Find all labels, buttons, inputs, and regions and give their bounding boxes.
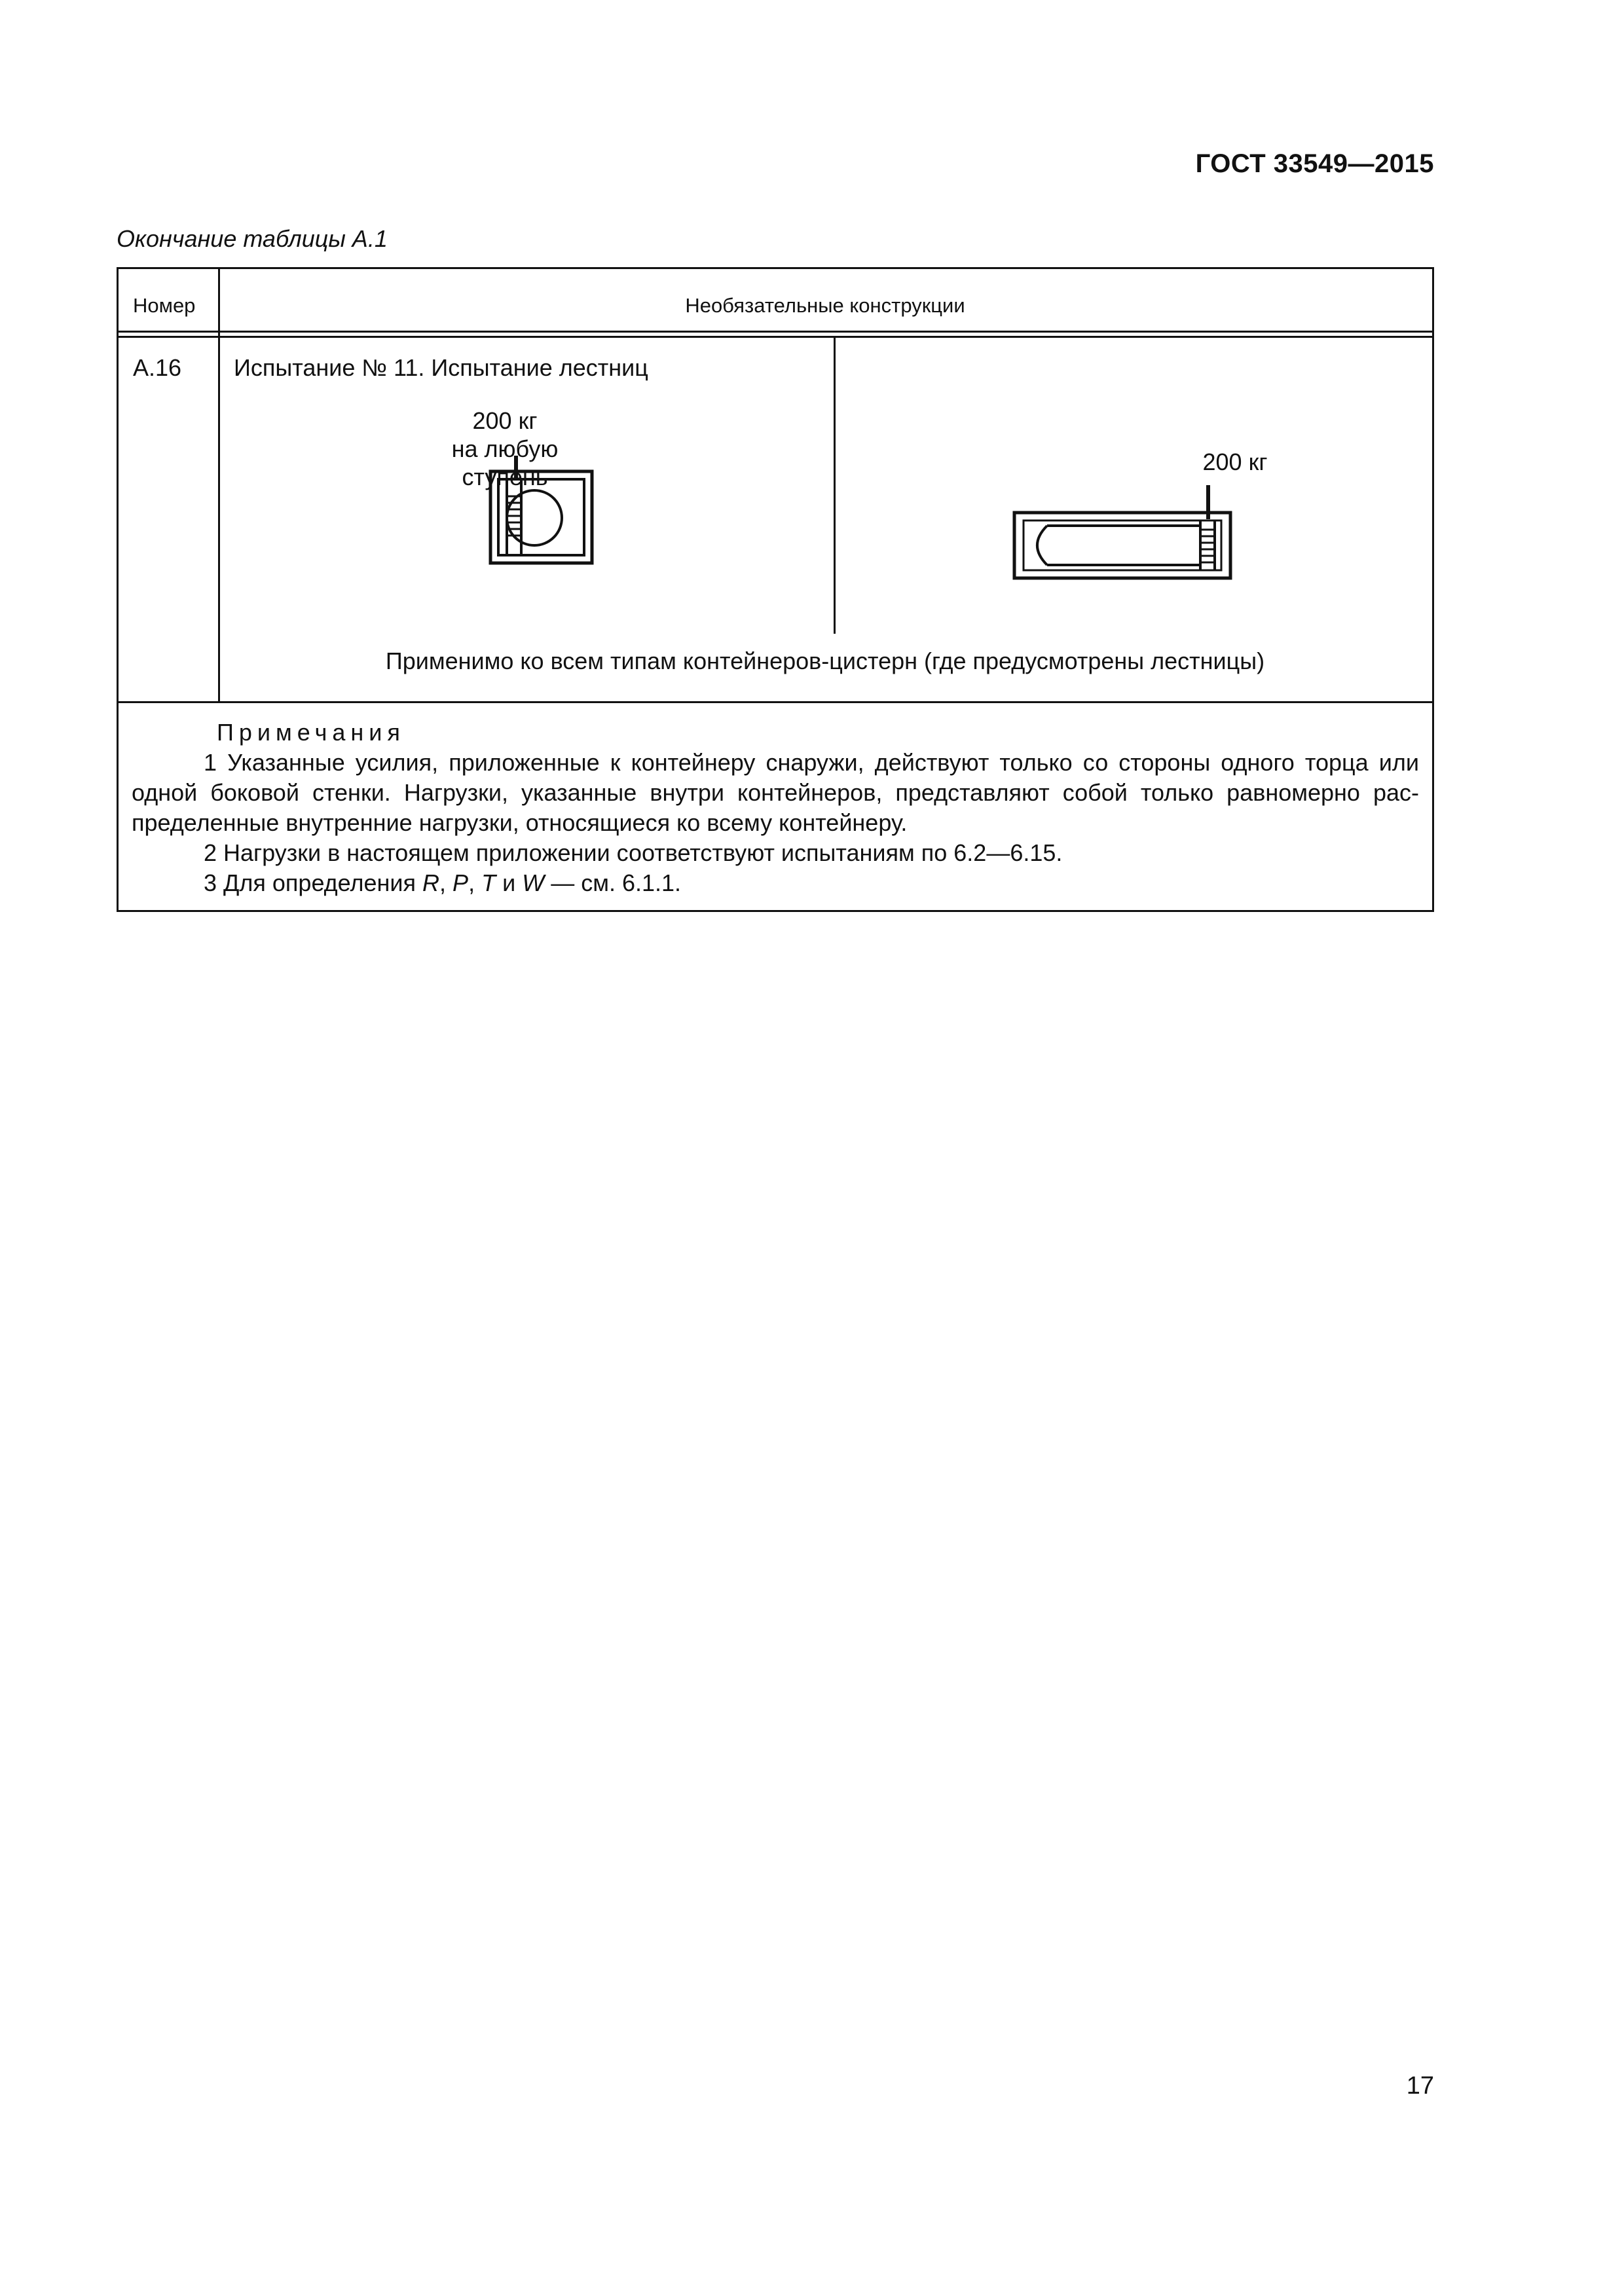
- number-column-divider: [218, 269, 220, 701]
- column-header-optional-structures: Необязательные конструкции: [685, 294, 965, 317]
- notes-section: [132, 718, 1419, 898]
- note-2: 2 Нагрузки в настоящем приложении соответствуют испытаниям по 6.2—6.15.: [204, 839, 1063, 866]
- ladder-hatching-right: [1200, 530, 1215, 562]
- ladder-hatching-left: [507, 496, 521, 536]
- note-1: [132, 748, 1419, 838]
- table-caption: Окончание таблицы А.1: [117, 225, 388, 252]
- applicability-text: Применимо ко всем типам контейнеров-цистерн (где предусмотрены лестницы): [385, 647, 1265, 674]
- symbol-w: W: [522, 869, 545, 896]
- note-1-text: 1 Указанные усилия, приложенные к контейнеру снаружи, действуют только со стороны одного торца или одной боковой стенки. Нагрузки, указанные внутри контейнеров, представляют собой только равномерно распределенные внутренние нагрузки, относящиеся ко всему контейнеру.: [132, 749, 1419, 836]
- optional-structures-table: [117, 267, 1434, 912]
- notes-title: Примечания: [217, 719, 405, 746]
- load-label-right: 200 кг: [1202, 448, 1268, 475]
- figure-column-divider: [834, 336, 836, 634]
- note-3: 3 Для определения R, P, T и W — см. 6.1.1.: [204, 869, 682, 896]
- header-divider: [119, 331, 1432, 333]
- symbol-r: R: [422, 869, 440, 896]
- symbol-p: P: [452, 869, 469, 896]
- load-location-left: на любую ступень: [451, 435, 559, 491]
- column-header-number: Номер: [133, 294, 196, 317]
- symbol-t: T: [481, 869, 496, 896]
- row-id: А.16: [133, 354, 182, 381]
- load-value-left: 200 кг: [472, 407, 538, 434]
- header-divider-double: [119, 336, 1432, 338]
- note-3-prefix: 3 Для определения: [204, 869, 423, 896]
- page-number: 17: [1406, 2072, 1434, 2100]
- test-title: Испытание № 11. Испытание лестниц: [234, 354, 648, 381]
- note-3-suffix: — см. 6.1.1.: [551, 869, 682, 896]
- tank-shell-side: [1037, 526, 1199, 565]
- container-side-inner: [1024, 520, 1221, 570]
- notes-divider: [119, 701, 1432, 703]
- container-side-outline: [1014, 513, 1230, 578]
- ladder-side-view-figure: [1009, 485, 1238, 583]
- note-3-and: и: [502, 869, 516, 896]
- standard-code: ГОСТ 33549—2015: [1195, 149, 1434, 178]
- ladder-end-view-figure: [485, 456, 597, 567]
- tank-shell-circle: [507, 490, 562, 545]
